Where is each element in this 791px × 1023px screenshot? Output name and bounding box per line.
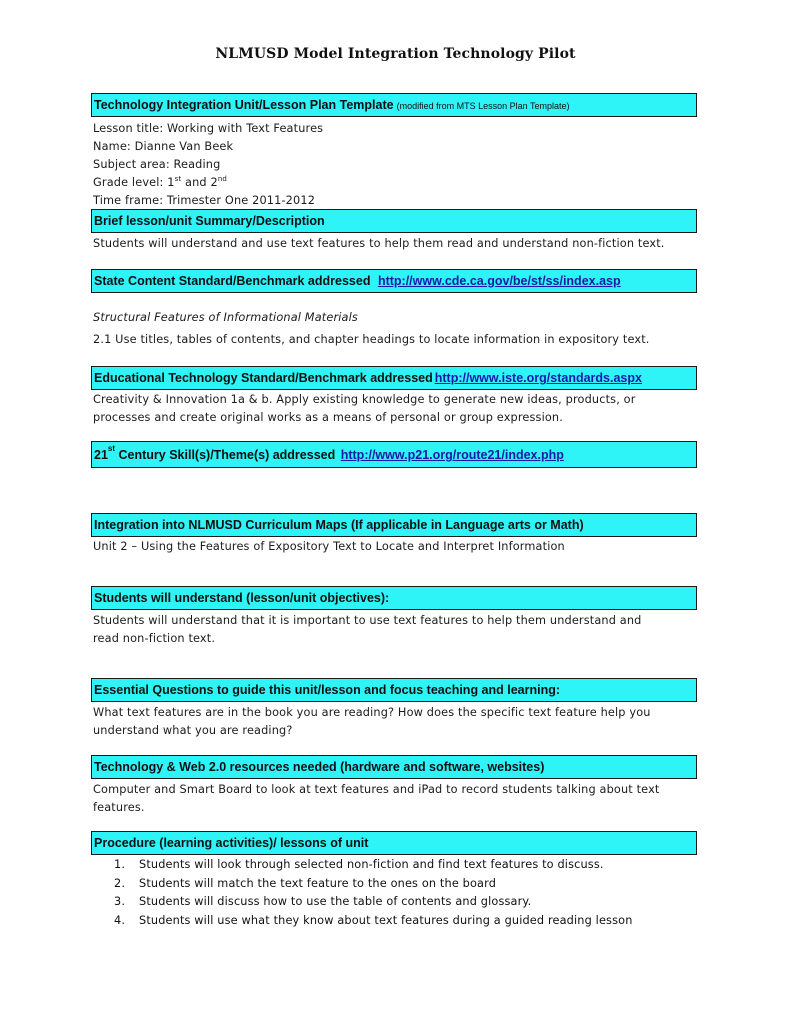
procedure-heading: Procedure (learning activities)/ lessons of unit (94, 836, 369, 850)
century-skills-heading: 21st Century Skill(s)/Theme(s) addressed (94, 444, 336, 462)
century-skills-bar (91, 441, 697, 468)
state-standard-link[interactable]: http://www.cde.ca.gov/be/st/ss/index.asp (377, 274, 621, 288)
grade-level: Grade level: 1st and 2nd (93, 175, 228, 189)
lesson-metadata (93, 120, 703, 210)
essential-line-1: What text features are in the book you are reading? How does the specific text feature help you (93, 706, 651, 719)
essential-questions-text (93, 704, 703, 740)
summary-heading-bar (91, 209, 697, 233)
ed-tech-link[interactable]: http://www.iste.org/standards.aspx (434, 371, 642, 385)
century-skills-link[interactable]: http://www.p21.org/route21/index.php (340, 448, 564, 462)
state-standard-heading: State Content Standard/Benchmark addressed (94, 274, 371, 288)
essential-questions-heading: Essential Questions to guide this unit/lesson and focus teaching and learning: (94, 683, 561, 697)
template-header-label: Technology Integration Unit/Lesson Plan Template (94, 98, 394, 112)
time-frame: Time frame: Trimester One 2011-2012 (93, 194, 316, 207)
document-title: NLMUSD Model Integration Technology Pilot (215, 46, 576, 62)
objectives-heading: Students will understand (lesson/unit objectives): (94, 591, 390, 605)
ed-tech-line-1: Creativity & Innovation 1a & b. Apply existing knowledge to generate new ideas, products, or (93, 393, 636, 406)
state-standard-subtitle: Structural Features of Informational Materials (93, 311, 358, 324)
list-item: 3. Students will discuss how to use the table of contents and glossary. (114, 895, 532, 908)
template-header-note: (modified from MTS Lesson Plan Template) (396, 101, 570, 111)
objectives-line-2: read non-fiction text. (93, 632, 216, 645)
summary-text: Students will understand and use text features to help them read and understand non-fiction text. (93, 237, 665, 250)
resources-bar (91, 755, 697, 779)
subject-area: Subject area: Reading (93, 158, 221, 171)
resources-line-2: features. (93, 801, 145, 814)
integration-heading: Integration into NLMUSD Curriculum Maps (If applicable in Language arts or Math) (94, 518, 584, 532)
state-standard-text: 2.1 Use titles, tables of contents, and chapter headings to locate information in expository text. (93, 333, 650, 346)
essential-line-2: understand what you are reading? (93, 724, 293, 737)
teacher-name: Name: Dianne Van Beek (93, 140, 234, 153)
list-item: 1. Students will look through selected non-fiction and find text features to discuss. (114, 858, 604, 871)
essential-questions-bar (91, 678, 697, 702)
integration-text: Unit 2 – Using the Features of Expository Text to Locate and Interpret Information (93, 540, 565, 553)
ed-tech-heading: Educational Technology Standard/Benchmark addressed (94, 371, 433, 385)
objectives-line-1: Students will understand that it is important to use text features to help them understand and (93, 614, 642, 627)
list-item: 2. Students will match the text feature to the ones on the board (114, 876, 497, 890)
state-standard-bar (91, 269, 697, 293)
summary-heading: Brief lesson/unit Summary/Description (94, 214, 325, 228)
procedure-bar (91, 831, 697, 855)
ed-tech-text (93, 391, 703, 427)
procedure-list (114, 856, 704, 930)
objectives-text (93, 612, 703, 648)
resources-line-1: Computer and Smart Board to look at text features and iPad to record students talking about text (93, 783, 660, 796)
template-header-bar (91, 93, 697, 117)
integration-bar (91, 513, 697, 537)
ed-tech-bar (91, 366, 697, 390)
ed-tech-line-2: processes and create original works as a means of personal or group expression. (93, 411, 563, 424)
lesson-title: Lesson title: Working with Text Features (93, 122, 324, 135)
resources-text (93, 781, 703, 817)
resources-heading: Technology & Web 2.0 resources needed (hardware and software, websites) (94, 760, 545, 774)
objectives-bar (91, 586, 697, 610)
list-item: 4. Students will use what they know about text features during a guided reading lesson (114, 913, 633, 927)
